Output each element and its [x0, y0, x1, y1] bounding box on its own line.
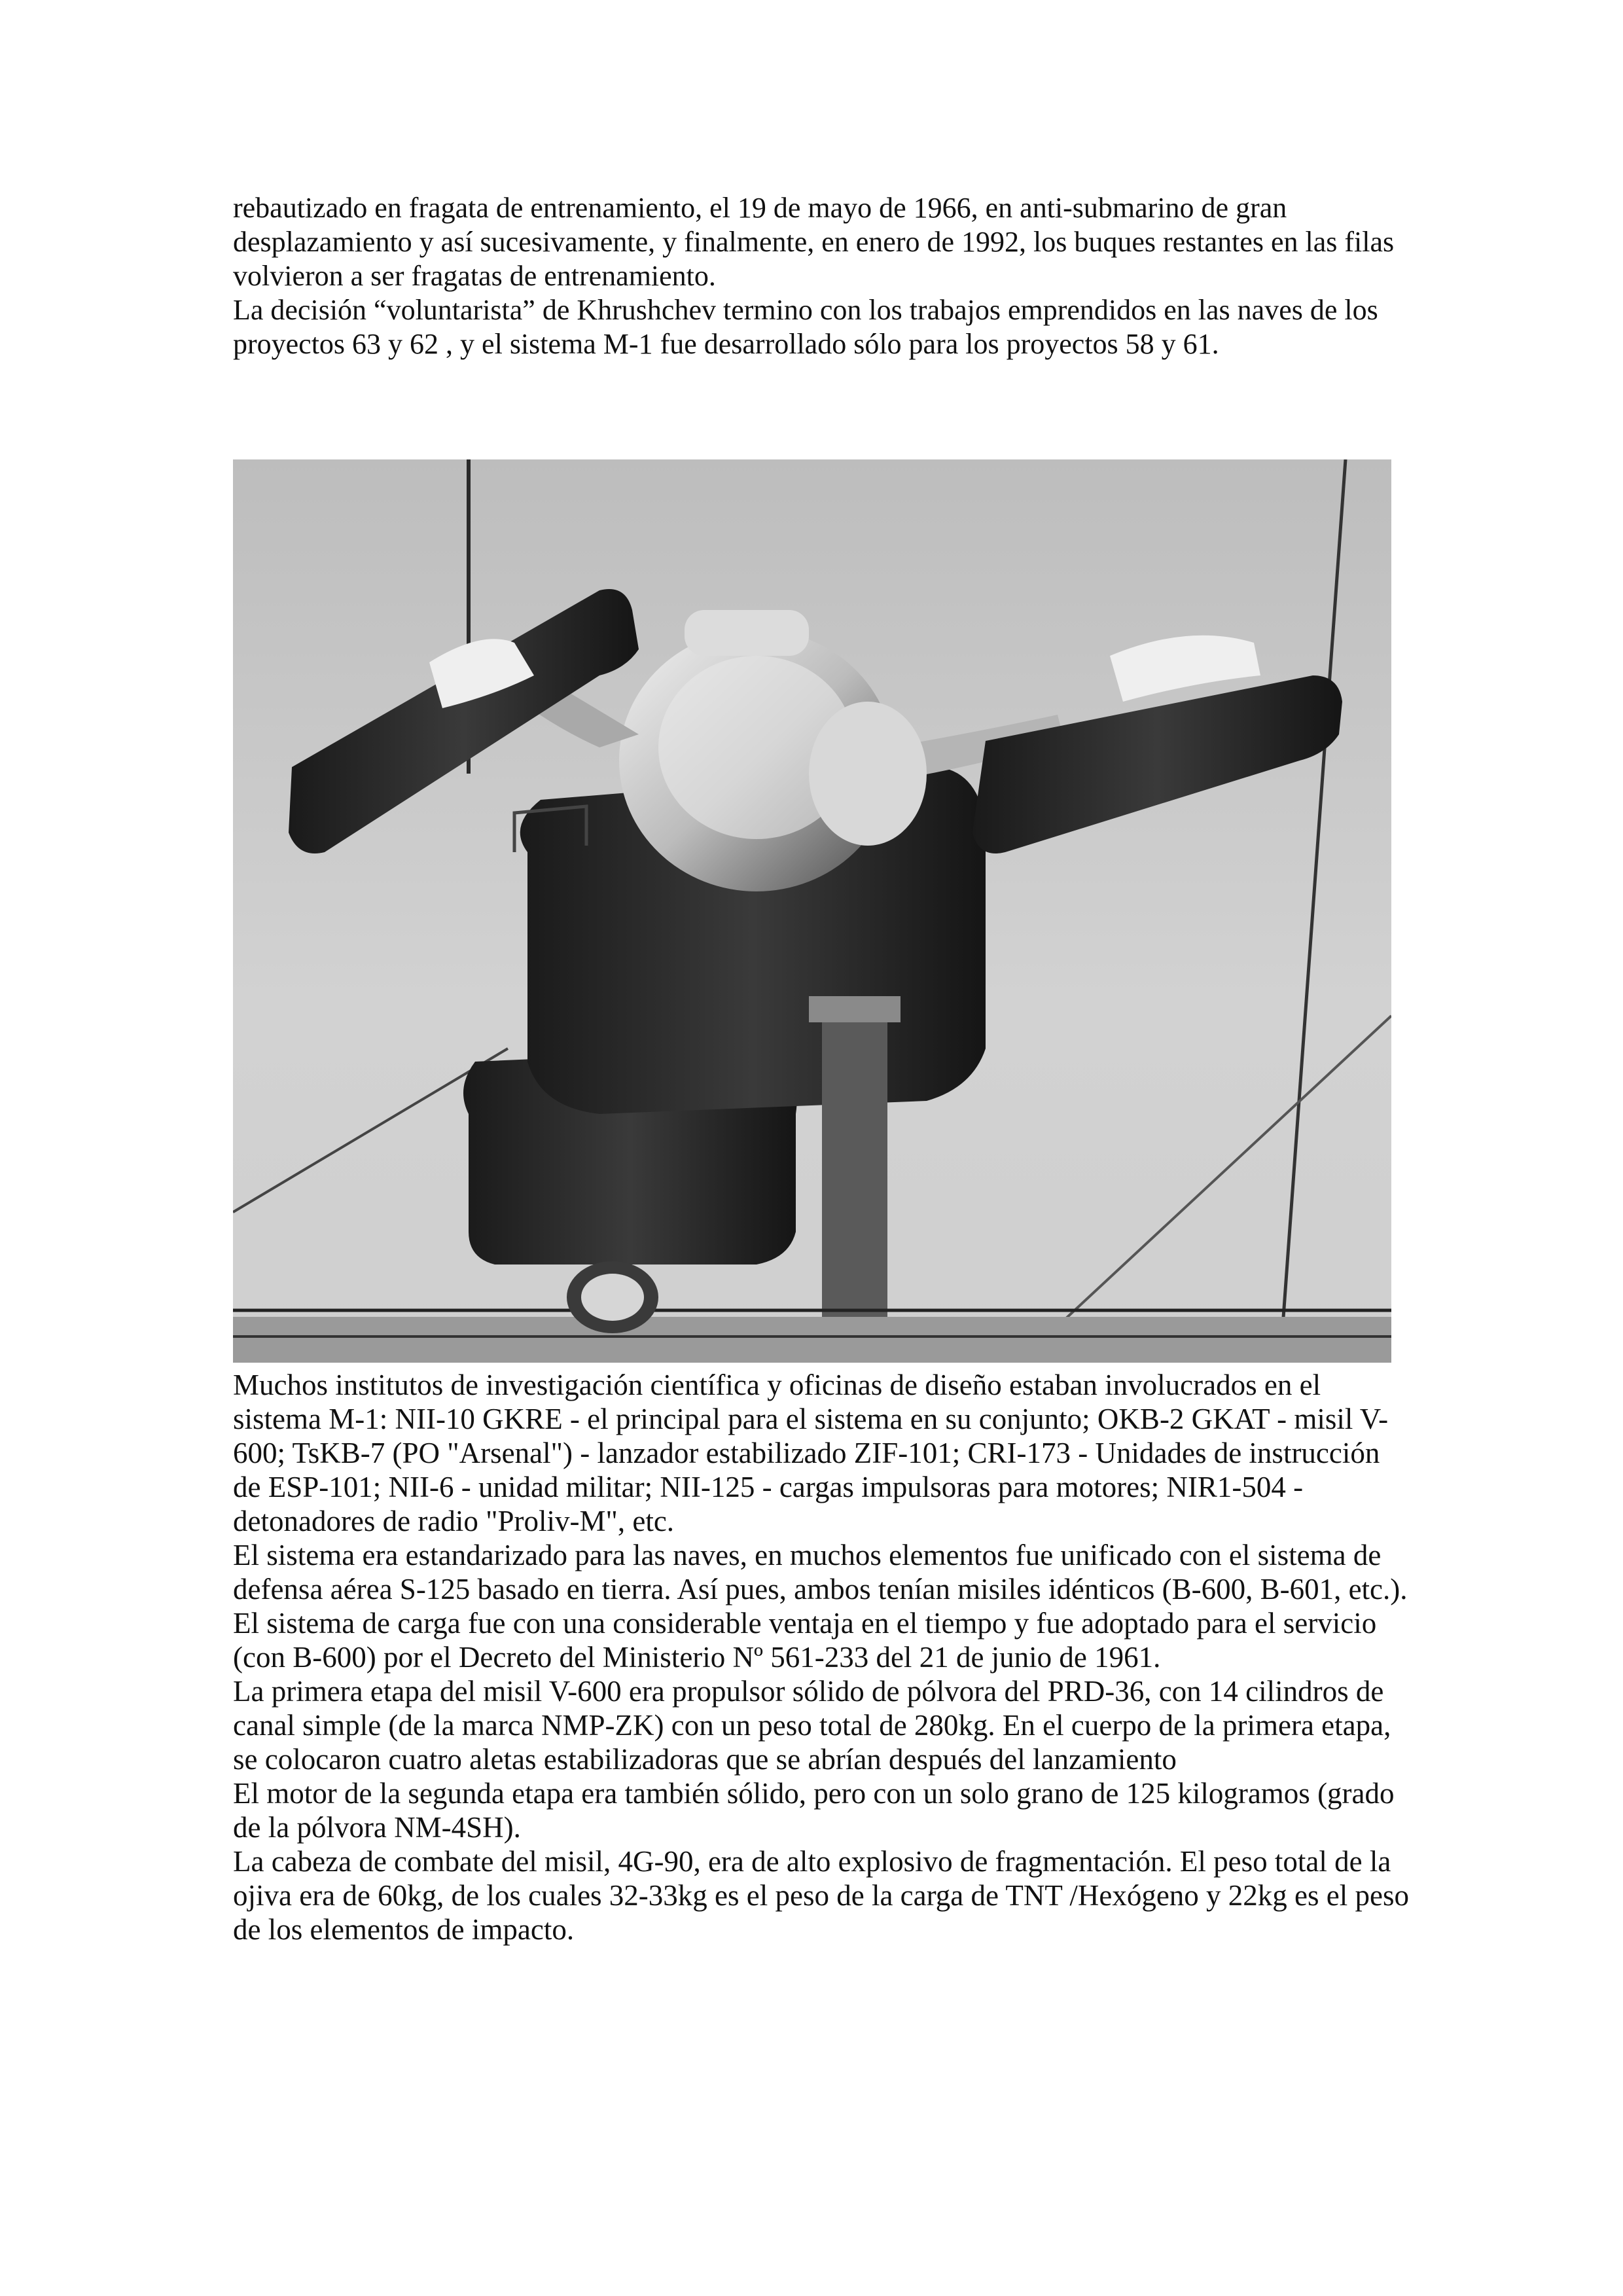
paragraph-bottom-5: La cabeza de combate del misil, 4G-90, era de alto explosivo de fragmentación. El peso total de la ojiva era de 60kg, de los cuales 32-33kg es el peso de la carga de TNT /Hexógeno y 22kg es el peso de los elementos de impacto. — [233, 1845, 1409, 1946]
launcher-illustration — [233, 459, 1391, 1363]
paragraph-top-2: La decisión “voluntarista” de Khrushchev termino con los trabajos emprendidos en las naves de los proyectos 63 y 62 , y el sistema M-1 fue desarrollado sólo para los proyectos 58 y 61. — [233, 294, 1378, 360]
turret-top — [685, 610, 809, 656]
bottom-text-block — [233, 1368, 1411, 1946]
paragraph-bottom-1: Muchos institutos de investigación científica y oficinas de diseño estaban involucrados en el sistema M-1: NII-10 GKRE - el principal para el sistema en su conjunto; OKB-2 GKAT - misil V-600; TsKB-7 (PO "Arsenal") - lanzador estabilizado ZIF-101; CRI-173 - Unidades de instrucción de ESP-101; NII-6 - unidad militar; NII-125 - cargas impulsoras para motores; NIR1-504 - detonadores de radio "Proliv-M", etc. — [233, 1369, 1389, 1537]
support-column — [822, 996, 887, 1363]
top-text-block — [233, 191, 1411, 361]
paragraph-bottom-4: El motor de la segunda etapa era también sólido, pero con un solo grano de 125 kilogramos (grado de la pólvora NM-4SH). — [233, 1777, 1395, 1844]
deck — [233, 1317, 1391, 1363]
launcher-photo — [233, 459, 1391, 1363]
paragraph-bottom-2: El sistema era estandarizado para las naves, en muchos elementos fue unificado con el sistema de defensa aérea S-125 basado en tierra. Así pues, ambos tenían misiles idénticos (B-600, B-601, etc.). El sistema de carga fue con una considerable ventaja en el tiempo y fue adoptado para el servicio (con B-600) por el Decreto del Ministerio Nº 561-233 del 21 de junio de 1961. — [233, 1539, 1408, 1674]
paragraph-top-1: rebautizado en fragata de entrenamiento, el 19 de mayo de 1966, en anti-submarino de gran desplazamiento y así sucesivamente, y finalmente, en enero de 1992, los buques restantes en las filas volvieron a ser fragatas de entrenamiento. — [233, 192, 1395, 292]
side-canister — [809, 702, 927, 846]
paragraph-bottom-3: La primera etapa del misil V-600 era propulsor sólido de pólvora del PRD-36, con 14 cilindros de canal simple (de la marca NMP-ZK) con un peso total de 280kg. En el cuerpo de la primera etapa, se colocaron cuatro aletas estabilizadoras que se abrían después del lanzamiento — [233, 1675, 1391, 1776]
